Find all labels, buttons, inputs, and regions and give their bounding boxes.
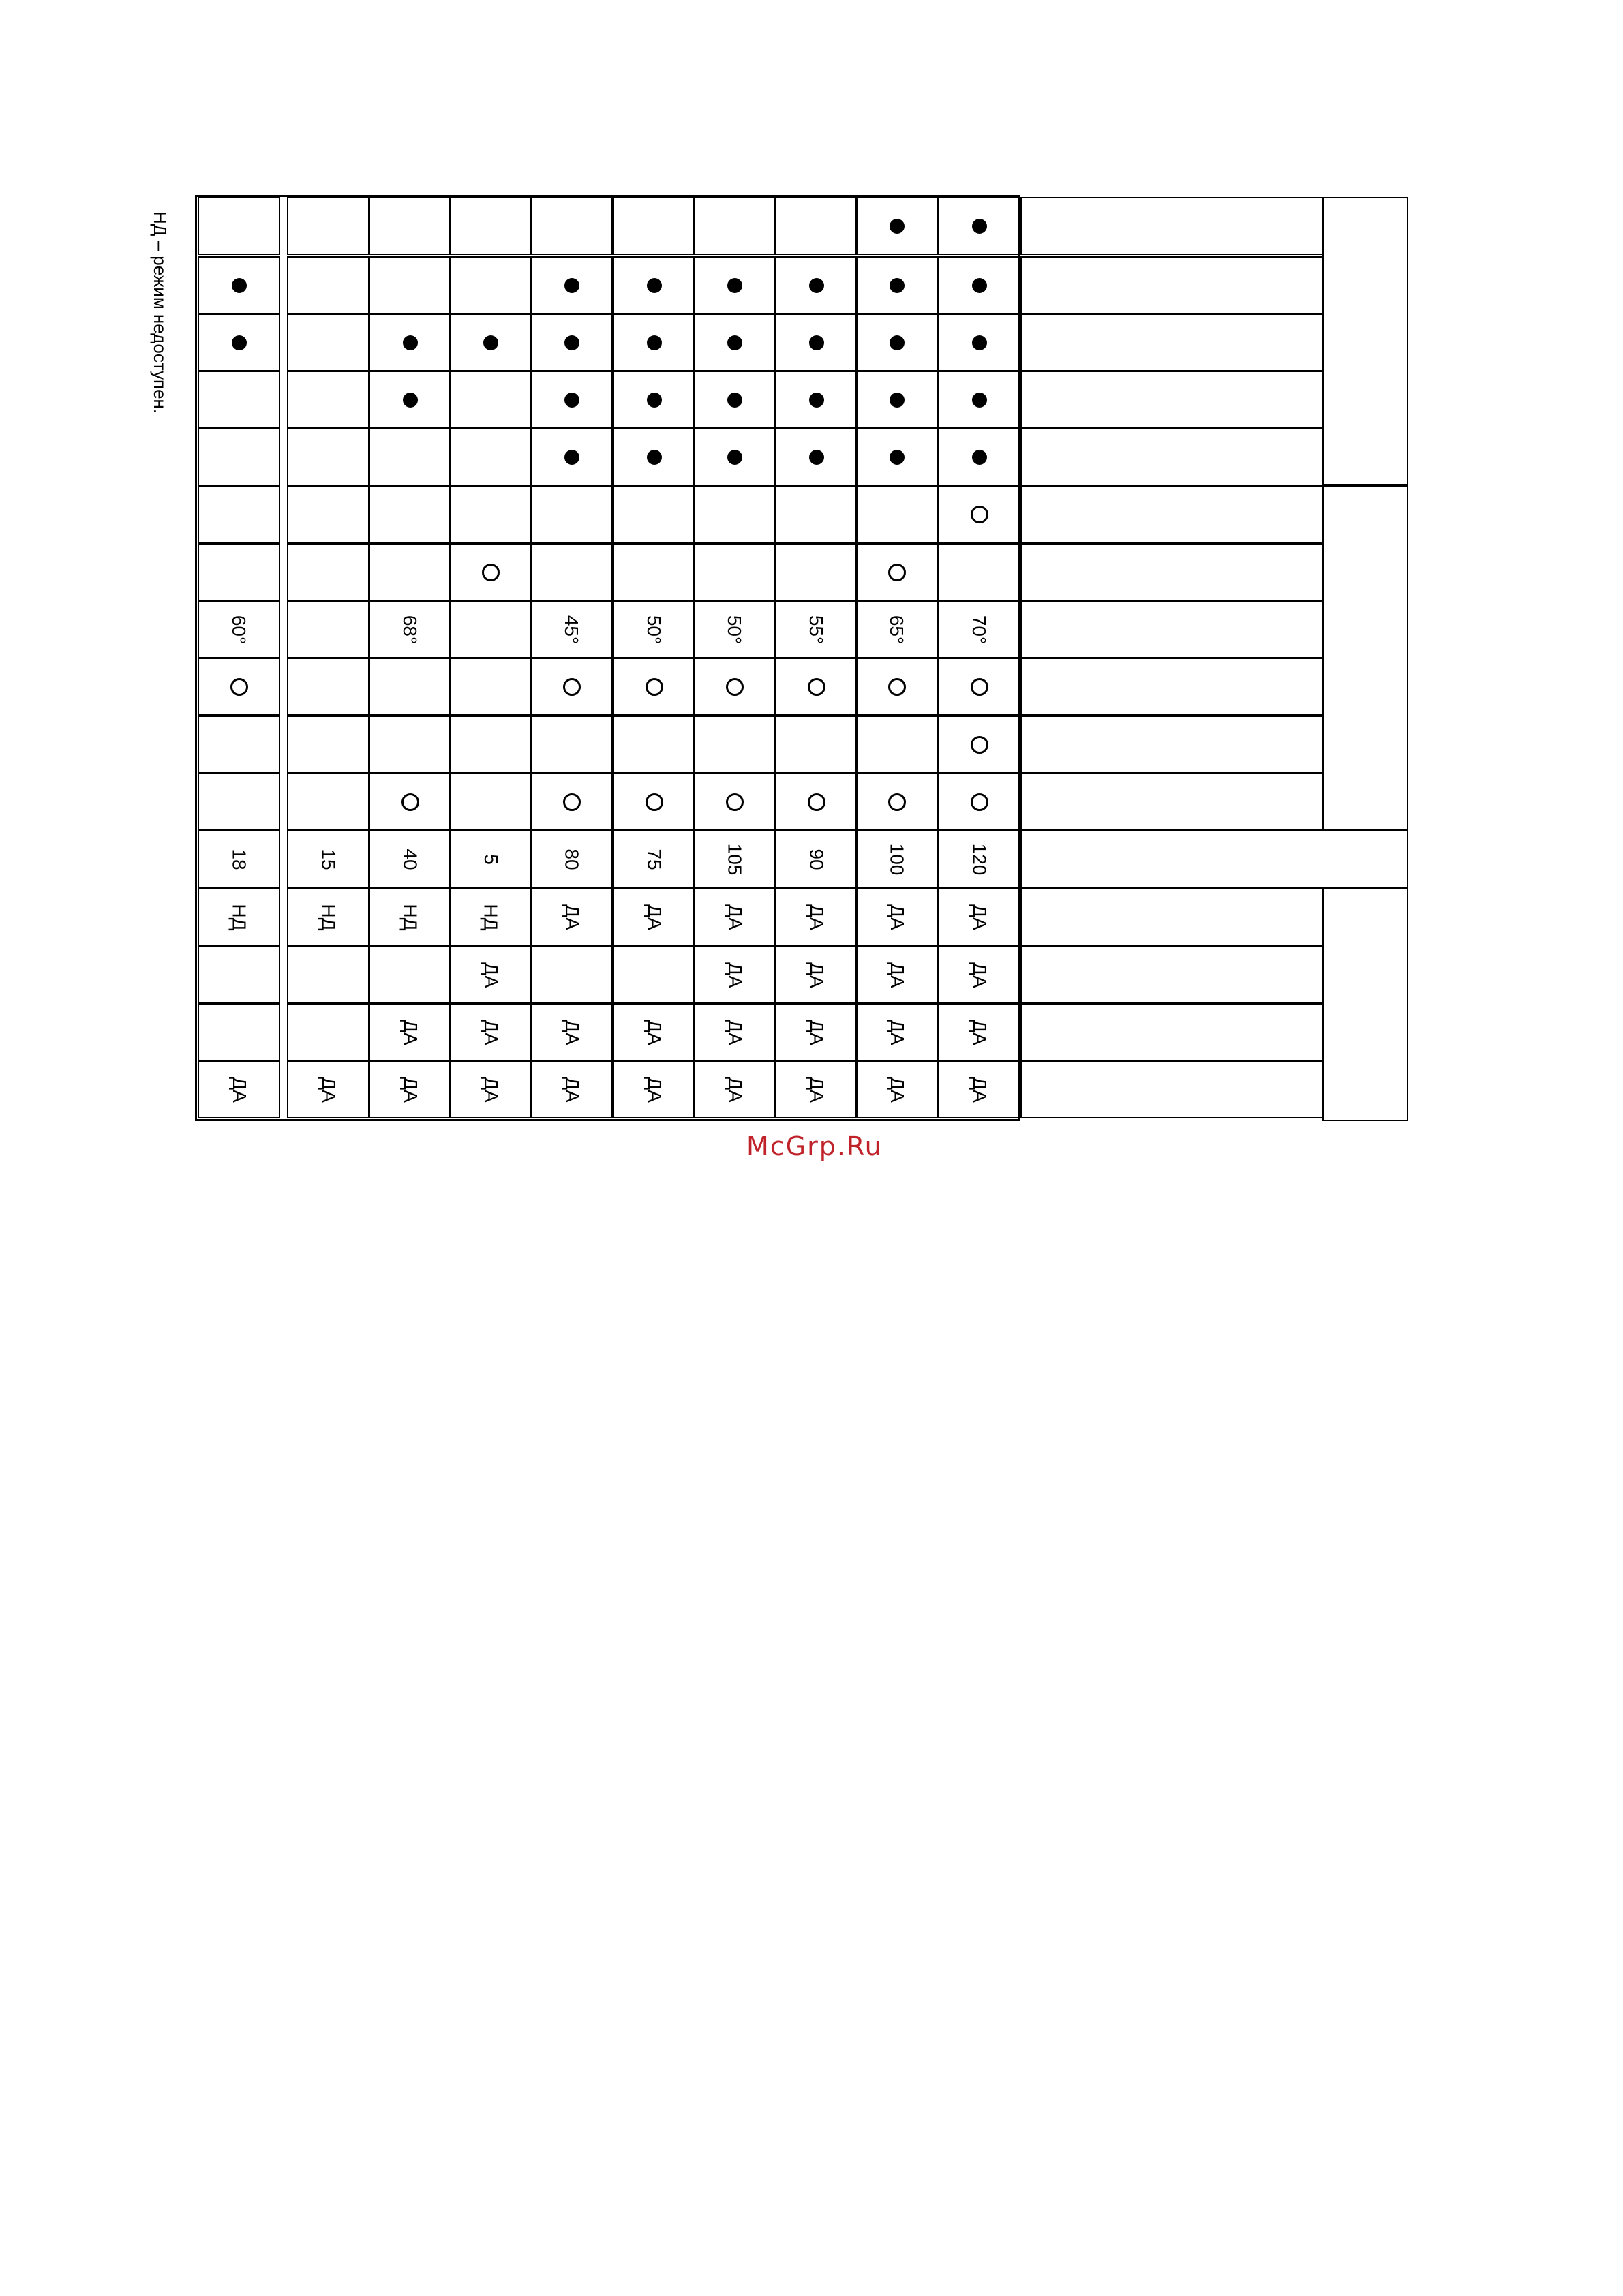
table-cell (613, 600, 695, 658)
filled-circle-icon (809, 393, 824, 408)
table-cell (449, 773, 532, 831)
filled-circle-icon (647, 278, 662, 293)
row-label-cell (1020, 888, 1324, 946)
table-cell (198, 830, 280, 888)
table-cell (855, 888, 938, 946)
row-label-cell (1020, 600, 1324, 658)
open-circle-icon (888, 793, 906, 811)
table-cell (855, 1003, 938, 1061)
row-label-cell (1020, 946, 1324, 1004)
table-cell (530, 1003, 613, 1061)
cell-text: ДА (561, 904, 583, 930)
table-cell (369, 485, 451, 543)
cell-text: ДА (969, 1019, 990, 1045)
table-cell (855, 313, 938, 371)
table-cell (938, 1060, 1020, 1118)
table-cell (775, 485, 858, 543)
table-cell (938, 716, 1020, 774)
open-circle-icon (888, 678, 906, 696)
table-cell (693, 197, 776, 255)
cell-text: ДА (480, 1019, 502, 1045)
table-cell (449, 830, 532, 888)
table-cell (369, 543, 451, 601)
table-cell (613, 485, 695, 543)
row-label-cell (1020, 1060, 1324, 1118)
table-cell (530, 543, 613, 601)
table-cell (938, 658, 1020, 716)
table-cell (613, 658, 695, 716)
cell-text: ДА (806, 1019, 828, 1045)
watermark: McGrp.Ru (746, 1131, 883, 1161)
cell-text: 75 (643, 848, 665, 870)
cell-text: 55° (806, 615, 828, 644)
row-label-cell (1020, 716, 1324, 774)
filled-circle-icon (647, 335, 662, 350)
table-cell (938, 773, 1020, 831)
cell-text: ДА (886, 904, 908, 930)
open-circle-icon (646, 678, 663, 696)
filled-circle-icon (647, 393, 662, 408)
table-cell (775, 543, 858, 601)
cell-text: ДА (724, 1019, 746, 1045)
table-cell (693, 428, 776, 486)
table-cell (449, 197, 532, 255)
table-cell (613, 543, 695, 601)
table-cell (693, 600, 776, 658)
row-label-cell (1020, 658, 1324, 716)
cell-text: ДА (399, 1076, 421, 1103)
open-circle-icon (646, 793, 663, 811)
table-cell (369, 1003, 451, 1061)
row-label-cell (1020, 830, 1408, 888)
table-cell (287, 830, 369, 888)
table-cell (613, 197, 695, 255)
table-cell (613, 1060, 695, 1118)
cell-text: ДА (806, 904, 828, 930)
footnote-nd: НД – режим недоступен. (150, 211, 170, 414)
row-label-cell (1020, 485, 1324, 543)
open-circle-icon (230, 678, 248, 696)
table-cell (198, 543, 280, 601)
table-cell (449, 946, 532, 1004)
table-cell (693, 1003, 776, 1061)
filled-circle-icon (890, 450, 905, 465)
table-cell (198, 485, 280, 543)
table-cell (613, 773, 695, 831)
cell-text: ДА (480, 962, 502, 988)
table-cell (938, 946, 1020, 1004)
cell-text: ДА (969, 962, 990, 988)
table-cell (198, 716, 280, 774)
table-cell (938, 830, 1020, 888)
filled-circle-icon (809, 278, 824, 293)
cell-text: 80 (561, 848, 583, 870)
cell-text: ДА (643, 904, 665, 930)
table-cell (855, 485, 938, 543)
table-cell (449, 716, 532, 774)
table-cell (369, 773, 451, 831)
open-circle-icon (482, 564, 500, 581)
table-cell (198, 946, 280, 1004)
table-cell (287, 313, 369, 371)
cell-text: ДА (318, 1076, 339, 1103)
filled-circle-icon (232, 278, 247, 293)
table-cell (198, 773, 280, 831)
table-cell (287, 197, 369, 255)
open-circle-icon (808, 793, 825, 811)
table-cell (775, 888, 858, 946)
cell-text: 105 (724, 843, 746, 875)
table-cell (775, 600, 858, 658)
cell-text: ДА (724, 1076, 746, 1103)
table-cell (287, 543, 369, 601)
table-cell (198, 197, 280, 255)
table-cell (938, 543, 1020, 601)
cell-text: ДА (886, 1019, 908, 1045)
cell-text: ДА (886, 962, 908, 988)
filled-circle-icon (564, 335, 579, 350)
filled-circle-icon (564, 393, 579, 408)
cell-text: 5 (480, 853, 502, 865)
table-cell (693, 485, 776, 543)
filled-circle-icon (890, 393, 905, 408)
table-cell (530, 1060, 613, 1118)
cell-text: ДА (724, 904, 746, 930)
filled-circle-icon (564, 450, 579, 465)
filled-circle-icon (232, 335, 247, 350)
table-cell (198, 313, 280, 371)
table-cell (775, 256, 858, 314)
row-label-cell (1020, 543, 1324, 601)
filled-circle-icon (727, 450, 742, 465)
table-cell (855, 256, 938, 314)
cell-text: ДА (399, 1019, 421, 1045)
cell-text: ДА (643, 1076, 665, 1103)
table-cell (938, 371, 1020, 429)
table-cell (613, 256, 695, 314)
filled-circle-icon (403, 393, 418, 408)
filled-circle-icon (972, 450, 987, 465)
table-cell (530, 888, 613, 946)
open-circle-icon (563, 793, 581, 811)
cell-text: 50° (724, 615, 746, 644)
filled-circle-icon (809, 335, 824, 350)
table-cell (855, 197, 938, 255)
table-cell (693, 371, 776, 429)
table-cell (287, 946, 369, 1004)
cell-text: 45° (561, 615, 583, 644)
cell-text: ДА (561, 1076, 583, 1103)
table-cell (449, 888, 532, 946)
group-label-cell (1322, 485, 1408, 830)
table-cell (613, 830, 695, 888)
cell-text: НД (228, 903, 250, 931)
open-circle-icon (563, 678, 581, 696)
filled-circle-icon (727, 393, 742, 408)
cell-text: 100 (886, 843, 908, 875)
group-label-cell (1322, 197, 1408, 485)
table-cell (613, 946, 695, 1004)
row-label-cell (1020, 773, 1324, 831)
cell-text: 15 (318, 848, 339, 870)
table-cell (693, 1060, 776, 1118)
filled-circle-icon (972, 278, 987, 293)
open-circle-icon (726, 793, 744, 811)
table-cell (693, 830, 776, 888)
cell-text: НД (480, 903, 502, 931)
table-cell (693, 888, 776, 946)
cell-text: 65° (886, 615, 908, 644)
cell-text: ДА (561, 1019, 583, 1045)
cell-text: 68° (399, 615, 421, 644)
filled-circle-icon (890, 278, 905, 293)
table-cell (287, 485, 369, 543)
filled-circle-icon (972, 219, 987, 234)
table-cell (855, 773, 938, 831)
filled-circle-icon (483, 335, 498, 350)
table-cell (775, 773, 858, 831)
table-cell (693, 313, 776, 371)
table-cell (369, 197, 451, 255)
cell-text: ДА (724, 962, 746, 988)
table-cell (198, 428, 280, 486)
cell-text: 40 (399, 848, 421, 870)
table-cell (775, 716, 858, 774)
cell-text: 120 (969, 843, 990, 875)
table-cell (287, 716, 369, 774)
cell-text: 60° (228, 615, 250, 644)
table-cell (449, 658, 532, 716)
table-cell (693, 773, 776, 831)
table-cell (530, 773, 613, 831)
filled-circle-icon (727, 335, 742, 350)
cell-text: НД (399, 903, 421, 931)
table-cell (693, 256, 776, 314)
filled-circle-icon (647, 450, 662, 465)
table-cell (287, 1003, 369, 1061)
cell-text: ДА (969, 904, 990, 930)
open-circle-icon (726, 678, 744, 696)
table-cell (693, 946, 776, 1004)
table-cell (369, 946, 451, 1004)
table-cell (198, 1003, 280, 1061)
table-cell (775, 428, 858, 486)
table-cell (287, 428, 369, 486)
cell-text: ДА (806, 962, 828, 988)
table-cell (693, 658, 776, 716)
table-cell (530, 830, 613, 888)
table-cell (530, 256, 613, 314)
table-cell (855, 371, 938, 429)
open-circle-icon (401, 793, 419, 811)
table-cell (855, 658, 938, 716)
table-cell (530, 600, 613, 658)
open-circle-icon (971, 678, 988, 696)
table-cell (369, 428, 451, 486)
filled-circle-icon (809, 450, 824, 465)
table-cell (530, 716, 613, 774)
table-cell (369, 313, 451, 371)
open-circle-icon (971, 736, 988, 754)
table-cell (855, 830, 938, 888)
table-cell (938, 197, 1020, 255)
table-cell (775, 197, 858, 255)
table-cell (449, 371, 532, 429)
cell-text: ДА (480, 1076, 502, 1103)
table-cell (369, 830, 451, 888)
cell-text: ДА (886, 1076, 908, 1103)
row-label-cell (1020, 371, 1324, 429)
table-cell (775, 1060, 858, 1118)
table-cell (938, 313, 1020, 371)
table-cell (855, 428, 938, 486)
cell-text: 70° (969, 615, 990, 644)
table-cell (938, 888, 1020, 946)
table-cell (775, 830, 858, 888)
table-cell (775, 1003, 858, 1061)
cell-text: ДА (969, 1076, 990, 1103)
table-cell (530, 428, 613, 486)
table-cell (613, 313, 695, 371)
table-cell (530, 197, 613, 255)
filled-circle-icon (727, 278, 742, 293)
table-cell (369, 716, 451, 774)
table-cell (369, 371, 451, 429)
open-circle-icon (971, 506, 988, 523)
table-cell (693, 543, 776, 601)
table-cell (855, 543, 938, 601)
cell-text: ДА (228, 1076, 250, 1103)
cell-text: 90 (806, 848, 828, 870)
table-cell (938, 428, 1020, 486)
table-cell (938, 600, 1020, 658)
table-cell (938, 1003, 1020, 1061)
table-cell (449, 1060, 532, 1118)
table-cell (775, 946, 858, 1004)
filled-circle-icon (972, 335, 987, 350)
filled-circle-icon (403, 335, 418, 350)
group-label-cell (1322, 888, 1408, 1121)
cell-text: ДА (806, 1076, 828, 1103)
table-cell (449, 428, 532, 486)
table-cell (198, 371, 280, 429)
table-cell (855, 600, 938, 658)
table-cell (938, 485, 1020, 543)
table-cell (287, 256, 369, 314)
cell-text: НД (318, 903, 339, 931)
open-circle-icon (808, 678, 825, 696)
table-cell (449, 600, 532, 658)
table-cell (855, 716, 938, 774)
table-cell (449, 543, 532, 601)
table-cell (287, 658, 369, 716)
table-cell (855, 1060, 938, 1118)
table-cell (775, 313, 858, 371)
table-cell (449, 485, 532, 543)
table-cell (369, 256, 451, 314)
filled-circle-icon (564, 278, 579, 293)
row-label-cell (1020, 313, 1324, 371)
table-cell (775, 658, 858, 716)
table-cell (530, 658, 613, 716)
table-cell (613, 371, 695, 429)
table-cell (693, 716, 776, 774)
table-cell (369, 658, 451, 716)
row-label-cell (1020, 256, 1324, 314)
row-label-cell (1020, 197, 1324, 255)
table-cell (287, 600, 369, 658)
cell-text: ДА (643, 1019, 665, 1045)
table-cell (938, 256, 1020, 314)
table-cell (287, 888, 369, 946)
table-cell (449, 256, 532, 314)
table-cell (198, 1060, 280, 1118)
table-cell (198, 600, 280, 658)
cell-text: 18 (228, 848, 250, 870)
table-cell (530, 313, 613, 371)
table-cell (449, 1003, 532, 1061)
filled-circle-icon (890, 335, 905, 350)
open-circle-icon (888, 564, 906, 581)
table-cell (198, 888, 280, 946)
table-cell (530, 946, 613, 1004)
table-cell (198, 256, 280, 314)
table-cell (369, 1060, 451, 1118)
row-label-cell (1020, 428, 1324, 486)
table-cell (613, 1003, 695, 1061)
table-cell (369, 600, 451, 658)
table-cell (287, 773, 369, 831)
table-cell (613, 716, 695, 774)
table-cell (198, 658, 280, 716)
table-cell (855, 946, 938, 1004)
table-cell (449, 313, 532, 371)
table-cell (530, 485, 613, 543)
table-cell (613, 428, 695, 486)
row-label-cell (1020, 1003, 1324, 1061)
table-cell (287, 371, 369, 429)
table-cell (613, 888, 695, 946)
open-circle-icon (971, 793, 988, 811)
filled-circle-icon (972, 393, 987, 408)
table-cell (369, 888, 451, 946)
filled-circle-icon (890, 219, 905, 234)
table-cell (775, 371, 858, 429)
cell-text: 50° (643, 615, 665, 644)
table-cell (530, 371, 613, 429)
table-cell (287, 1060, 369, 1118)
